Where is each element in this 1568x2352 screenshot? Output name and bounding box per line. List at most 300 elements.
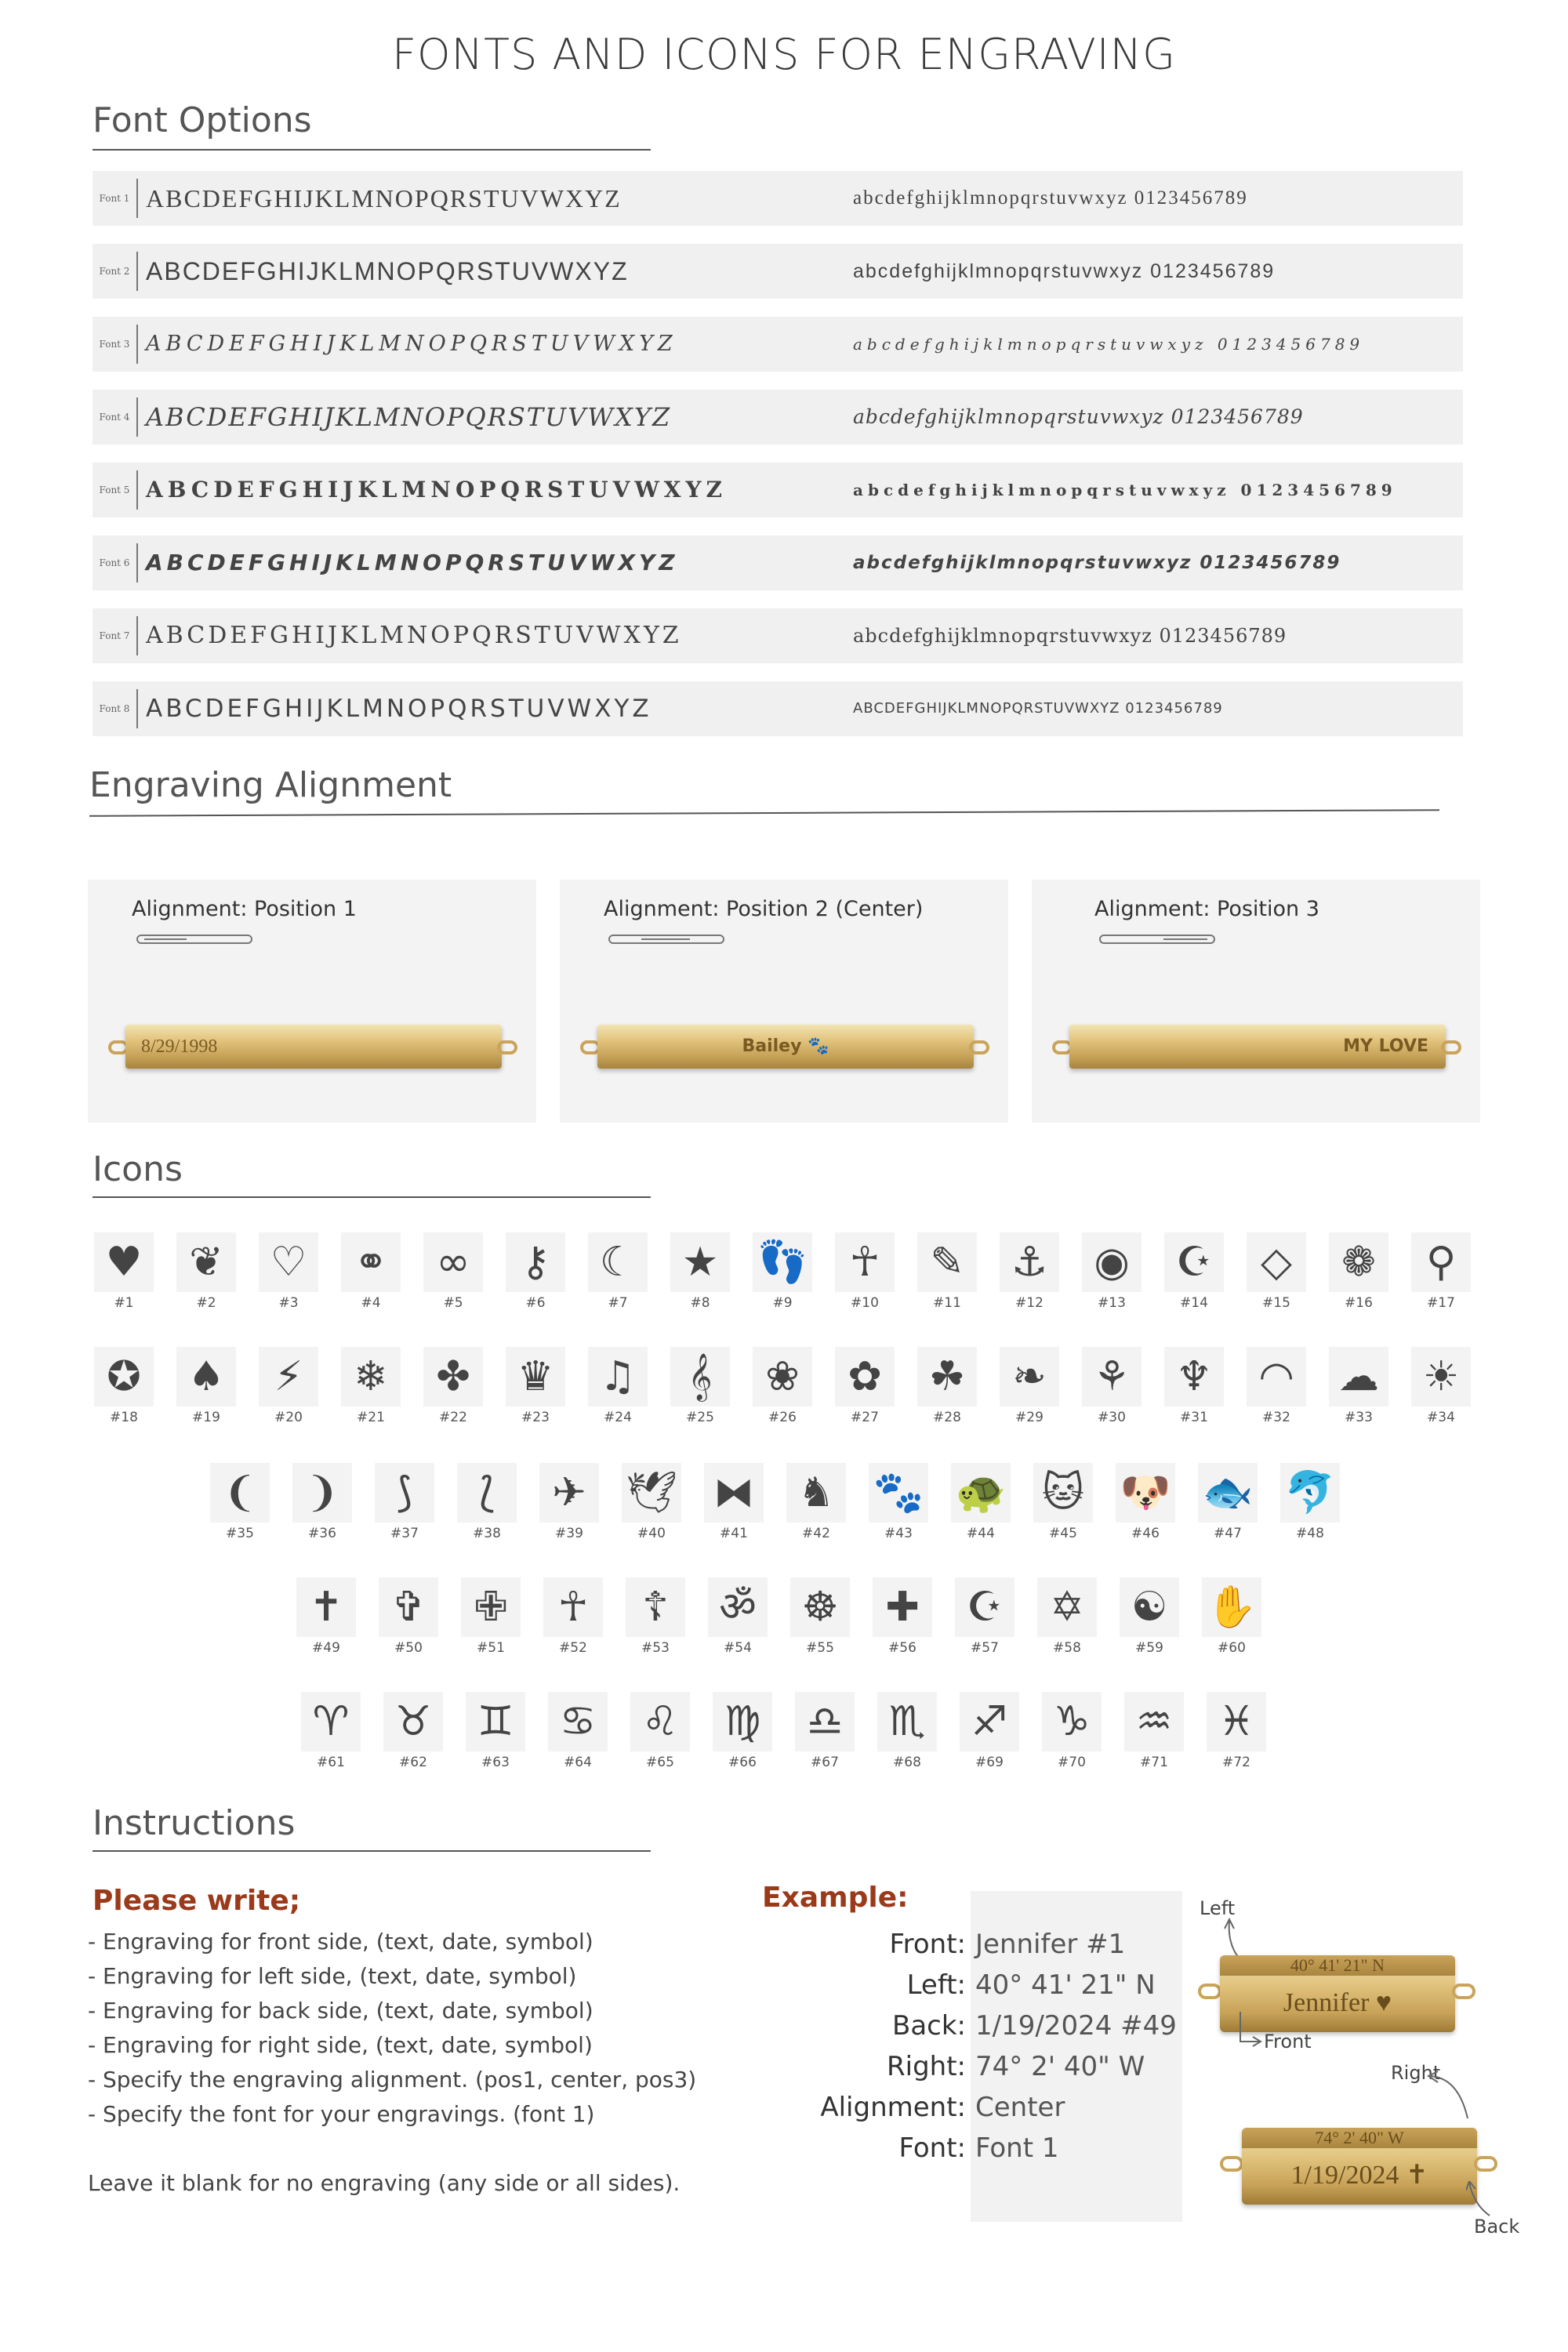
- engraving-icon[interactable]: [1164, 1232, 1224, 1311]
- font-row[interactable]: [93, 535, 1463, 590]
- icon-number: #16: [1345, 1295, 1373, 1311]
- icon-symbol: ❧: [1012, 1353, 1047, 1400]
- icon-symbol: ॐ: [719, 1584, 757, 1631]
- icon-symbol: ❩: [305, 1469, 339, 1516]
- icon-number: #18: [110, 1410, 138, 1425]
- engraving-icon[interactable]: [795, 1692, 855, 1770]
- icon-number: #47: [1214, 1526, 1242, 1541]
- engraving-icon[interactable]: [1329, 1347, 1388, 1425]
- icon-symbol: ⚡: [274, 1353, 303, 1400]
- engraving-icon[interactable]: [917, 1347, 977, 1425]
- icon-number: #37: [390, 1526, 419, 1541]
- icon-symbol: ♛: [517, 1353, 554, 1400]
- icon-symbol: ★: [681, 1239, 719, 1286]
- mini-bar-diagram: [608, 935, 724, 944]
- icon-number: #2: [196, 1295, 216, 1311]
- engraving-icon[interactable]: [1116, 1463, 1175, 1541]
- engraving-icon[interactable]: [960, 1692, 1019, 1770]
- font-separator: [136, 689, 138, 728]
- icon-symbol: 🕊: [625, 1469, 677, 1516]
- font-options-divider: [93, 149, 651, 151]
- icon-number: #45: [1049, 1526, 1077, 1541]
- alignment-divider: [89, 809, 1439, 817]
- icon-number: #5: [443, 1295, 463, 1311]
- icon-number: #19: [192, 1410, 220, 1425]
- engraving-icon[interactable]: [713, 1692, 772, 1770]
- engraving-icon[interactable]: [588, 1232, 648, 1311]
- font-uppercase-sample: ABCDEFGHIJKLMNOPQRSTUVWXYZ: [146, 184, 622, 212]
- font-lowercase-sample: abcdefghijklmnopqrstuvwxyz 0123456789: [853, 481, 1397, 499]
- icon-symbol: ⧓: [713, 1469, 754, 1516]
- icon-symbol: ⟅: [478, 1469, 495, 1516]
- icon-number: #9: [772, 1295, 793, 1311]
- engraving-icon[interactable]: [1280, 1463, 1340, 1541]
- engraving-sample: MY LOVE: [1343, 1036, 1428, 1056]
- font-separator: [136, 252, 138, 291]
- engraving-icon[interactable]: [461, 1577, 521, 1656]
- engraving-icon[interactable]: [630, 1692, 690, 1770]
- icon-symbol: ✞: [391, 1584, 426, 1631]
- icon-symbol: ♆: [1175, 1353, 1213, 1400]
- alignment-label: Alignment: Position 3: [1094, 897, 1319, 921]
- alignment-label: Alignment: Position 1: [132, 897, 357, 921]
- engraving-icon[interactable]: [543, 1577, 603, 1656]
- example-key: Alignment:: [820, 2092, 966, 2123]
- icon-symbol: ✤: [436, 1353, 470, 1400]
- instruction-line: - Engraving for left side, (text, date, symbol): [88, 1963, 577, 1989]
- icon-number: #49: [312, 1640, 340, 1656]
- engraving-icon[interactable]: [1202, 1577, 1261, 1656]
- engraving-icon[interactable]: [790, 1577, 850, 1656]
- bar-left-engraving: 40° 41' 21" N: [1290, 1955, 1385, 1975]
- bar-loop-right: [969, 1040, 989, 1054]
- icon-number: #33: [1345, 1410, 1373, 1425]
- icon-number: #46: [1131, 1526, 1160, 1541]
- icon-number: #22: [439, 1410, 467, 1425]
- engraving-icon[interactable]: [622, 1463, 681, 1541]
- engraving-icon[interactable]: [835, 1347, 895, 1425]
- engraving-icon[interactable]: [708, 1577, 768, 1656]
- engraving-icon[interactable]: [670, 1232, 730, 1311]
- icon-number: #15: [1262, 1295, 1290, 1311]
- engraved-bar: [125, 1025, 502, 1069]
- icon-symbol: ☥: [849, 1239, 880, 1286]
- engraving-sample: Bailey 🐾: [742, 1036, 829, 1056]
- engraving-icon[interactable]: [301, 1692, 361, 1770]
- engraving-icon[interactable]: [423, 1347, 483, 1425]
- icon-number: #40: [637, 1526, 666, 1541]
- example-heading: Example:: [762, 1882, 909, 1914]
- engraving-icon[interactable]: [1037, 1577, 1097, 1656]
- font-uppercase-sample: ABCDEFGHIJKLMNOPQRSTUVWXYZ: [146, 695, 652, 723]
- instructions-divider: [93, 1850, 651, 1852]
- bar-loop-left: [1220, 2156, 1243, 2172]
- engraving-icon[interactable]: [955, 1577, 1014, 1656]
- engraving-icon[interactable]: [873, 1577, 932, 1656]
- icon-number: #59: [1135, 1640, 1163, 1656]
- font-uppercase-sample: ABCDEFGHIJKLMNOPQRSTUVWXYZ: [146, 332, 677, 356]
- icon-number: #71: [1140, 1755, 1168, 1770]
- icon-symbol: ∞: [436, 1239, 470, 1286]
- font-separator: [136, 543, 138, 583]
- icon-number: #31: [1180, 1410, 1208, 1425]
- icon-symbol: ✋: [1206, 1584, 1258, 1631]
- font-row[interactable]: [93, 681, 1463, 736]
- icon-symbol: ⚭: [354, 1239, 388, 1286]
- icon-number: #11: [933, 1295, 961, 1311]
- back-arrow-icon: [1466, 2181, 1497, 2220]
- icon-symbol: ⚓: [1011, 1239, 1048, 1286]
- bar-loop-right: [1452, 1984, 1475, 1999]
- icon-symbol: ♓: [1218, 1698, 1255, 1745]
- instruction-line: - Specify the engraving alignment. (pos1, center, pos3): [88, 2067, 697, 2092]
- mini-bar-diagram: [136, 935, 252, 944]
- alignment-card-position-3[interactable]: [1032, 880, 1480, 1123]
- icon-symbol: ☪: [966, 1584, 1004, 1631]
- icon-number: #68: [893, 1755, 921, 1770]
- engraving-icon[interactable]: [210, 1463, 270, 1541]
- engraving-icon[interactable]: [94, 1347, 154, 1425]
- icon-symbol: ♍: [724, 1698, 761, 1745]
- page-title: FONTS AND ICONS FOR ENGRAVING: [392, 30, 1176, 79]
- font-label: Font 5: [99, 485, 130, 495]
- icon-symbol: ✚: [885, 1584, 920, 1631]
- icon-symbol: 🐱: [1041, 1469, 1085, 1516]
- icon-number: #10: [851, 1295, 879, 1311]
- engraving-icon[interactable]: [951, 1463, 1011, 1541]
- bar-right-engraving: 74° 2' 40" W: [1315, 2128, 1404, 2147]
- icon-number: #61: [317, 1755, 345, 1770]
- font-label: Font 6: [99, 557, 130, 568]
- font-row[interactable]: [93, 390, 1463, 445]
- icon-number: #28: [933, 1410, 961, 1425]
- icon-symbol: ✈: [552, 1469, 586, 1516]
- engraving-icon[interactable]: [1164, 1347, 1224, 1425]
- icon-symbol: ☀: [1422, 1353, 1460, 1400]
- icon-symbol: ♑: [1053, 1698, 1091, 1745]
- icon-number: #51: [477, 1640, 505, 1656]
- icon-symbol: ♈: [312, 1698, 350, 1745]
- icon-symbol: ❀: [765, 1353, 800, 1400]
- engraving-icon[interactable]: [1124, 1692, 1184, 1770]
- engraving-icon[interactable]: [786, 1463, 846, 1541]
- alignment-label: Alignment: Position 2 (Center): [604, 897, 924, 921]
- example-key: Font:: [898, 2132, 966, 2164]
- icon-symbol: ♌: [641, 1698, 679, 1745]
- alignment-card-position-1[interactable]: [88, 880, 536, 1123]
- engraving-icon[interactable]: [423, 1232, 483, 1311]
- icon-symbol: 𝄞: [688, 1353, 713, 1400]
- icon-symbol: ♐: [971, 1698, 1008, 1745]
- example-value: Font 1: [975, 2132, 1059, 2164]
- engraving-icon[interactable]: [94, 1232, 154, 1311]
- icon-number: #39: [555, 1526, 583, 1541]
- icon-number: #24: [604, 1410, 632, 1425]
- front-side-label: Front: [1264, 2031, 1312, 2053]
- font-uppercase-sample: ABCDEFGHIJKLMNOPQRSTUVWXYZ: [146, 477, 727, 503]
- icon-symbol: ✪: [107, 1353, 141, 1400]
- font-uppercase-sample: ABCDEFGHIJKLMNOPQRSTUVWXYZ: [146, 622, 682, 649]
- font-row[interactable]: [93, 317, 1463, 372]
- icon-symbol: ♒: [1135, 1698, 1173, 1745]
- bar-loop-left: [1198, 1984, 1221, 1999]
- back-side-label: Back: [1474, 2216, 1520, 2238]
- engraved-bar: [597, 1025, 974, 1069]
- icon-symbol: 🐶: [1120, 1469, 1171, 1516]
- engraving-icon[interactable]: [506, 1347, 565, 1425]
- please-write-heading: Please write;: [93, 1885, 301, 1917]
- icon-number: #65: [646, 1755, 674, 1770]
- icon-symbol: ✡: [1050, 1584, 1084, 1631]
- icon-symbol: ✙: [474, 1584, 508, 1631]
- icon-number: #36: [308, 1526, 336, 1541]
- instruction-line: - Engraving for right side, (text, date, symbol): [88, 2032, 593, 2058]
- font-separator: [136, 470, 138, 510]
- engraving-icon[interactable]: [1000, 1232, 1059, 1311]
- icon-number: #44: [967, 1526, 995, 1541]
- engraving-icon[interactable]: [466, 1692, 525, 1770]
- bar-loop-right: [497, 1040, 517, 1054]
- icon-number: #17: [1427, 1295, 1455, 1311]
- engraving-icon[interactable]: [539, 1463, 599, 1541]
- engraving-icon[interactable]: [1411, 1347, 1471, 1425]
- icon-number: #69: [975, 1755, 1004, 1770]
- font-row[interactable]: [93, 244, 1463, 299]
- font-lowercase-sample: abcdefghijklmnopqrstuvwxyz 0123456789: [853, 335, 1365, 354]
- font-row[interactable]: [93, 608, 1463, 663]
- instruction-line: - Specify the font for your engravings. (font 1): [88, 2101, 595, 2127]
- font-uppercase-sample: ABCDEFGHIJKLMNOPQRSTUVWXYZ: [146, 257, 629, 285]
- icon-number: #67: [811, 1755, 839, 1770]
- font-label: Font 8: [99, 703, 130, 714]
- font-row[interactable]: [93, 171, 1463, 226]
- icon-symbol: ◠: [1258, 1353, 1294, 1400]
- engraving-icon[interactable]: [341, 1347, 401, 1425]
- engraving-icon[interactable]: [1120, 1577, 1179, 1656]
- icon-symbol: ♫: [599, 1353, 637, 1400]
- engraving-icon[interactable]: [506, 1232, 565, 1311]
- bar-loop-right: [1474, 2156, 1497, 2172]
- icon-symbol: ☁: [1338, 1353, 1379, 1400]
- icon-symbol: ♉: [394, 1698, 432, 1745]
- engraving-icon[interactable]: [1042, 1692, 1102, 1770]
- engraving-sample: 8/29/1998: [141, 1036, 218, 1057]
- engraving-icon[interactable]: [1033, 1463, 1093, 1541]
- icon-symbol: 🐢: [955, 1469, 1007, 1516]
- example-bar-back: [1242, 2128, 1477, 2205]
- engraving-icon[interactable]: [1198, 1463, 1258, 1541]
- icon-number: #63: [481, 1755, 510, 1770]
- icon-number: #48: [1296, 1526, 1324, 1541]
- instruction-line: - Engraving for back side, (text, date, symbol): [88, 1998, 593, 2024]
- icon-number: #4: [361, 1295, 381, 1311]
- engraving-icon[interactable]: [259, 1347, 318, 1425]
- engraving-icon[interactable]: [383, 1692, 443, 1770]
- bar-loop-right: [1441, 1040, 1461, 1054]
- font-uppercase-sample: ABCDEFGHIJKLMNOPQRSTUVWXYZ: [146, 402, 672, 432]
- engraving-icon[interactable]: [626, 1577, 685, 1656]
- icon-symbol: ☪: [1175, 1239, 1213, 1286]
- icon-number: #1: [114, 1295, 134, 1311]
- icon-symbol: 🐾: [873, 1469, 924, 1516]
- icon-symbol: ⚲: [1425, 1239, 1457, 1286]
- engraved-bar: [1069, 1025, 1446, 1069]
- icon-symbol: ❄: [354, 1353, 388, 1400]
- engraving-icon[interactable]: [917, 1232, 977, 1311]
- icon-number: #43: [884, 1526, 913, 1541]
- engraving-icon[interactable]: [341, 1232, 401, 1311]
- icon-number: #21: [357, 1410, 385, 1425]
- engraving-icon[interactable]: [1411, 1232, 1471, 1311]
- engraving-icon[interactable]: [1329, 1232, 1388, 1311]
- icon-number: #34: [1427, 1410, 1455, 1425]
- icon-symbol: ☥: [557, 1584, 589, 1631]
- icon-number: #32: [1262, 1410, 1290, 1425]
- icon-symbol: ☦: [642, 1584, 669, 1631]
- icon-number: #27: [851, 1410, 879, 1425]
- font-lowercase-sample: abcdefghijklmnopqrstuvwxyz 0123456789: [853, 553, 1341, 573]
- front-arrow-icon: [1236, 2012, 1267, 2059]
- icon-number: #29: [1015, 1410, 1044, 1425]
- font-row[interactable]: [93, 463, 1463, 517]
- icon-symbol: ♎: [806, 1698, 844, 1745]
- engraving-icon[interactable]: [588, 1347, 648, 1425]
- engraving-icon[interactable]: [1082, 1232, 1142, 1311]
- icon-symbol: ♊: [477, 1698, 514, 1745]
- font-separator: [136, 616, 138, 655]
- font-lowercase-sample: abcdefghijklmnopqrstuvwxyz 0123456789: [853, 405, 1304, 428]
- engraving-icon[interactable]: [670, 1347, 730, 1425]
- icon-number: #8: [690, 1295, 710, 1311]
- example-value: Center: [975, 2092, 1065, 2123]
- font-separator: [136, 397, 138, 437]
- icon-number: #26: [768, 1410, 797, 1425]
- icon-symbol: ☾: [599, 1239, 637, 1286]
- engraving-icon[interactable]: [296, 1577, 356, 1656]
- icon-symbol: ♏: [888, 1698, 926, 1745]
- right-arrow-icon: [1427, 2070, 1482, 2125]
- font-label: Font 1: [99, 193, 130, 204]
- icon-number: #60: [1218, 1640, 1246, 1656]
- instructions-heading: Instructions: [93, 1803, 296, 1843]
- icon-number: #7: [608, 1295, 628, 1311]
- example-key: Front:: [889, 1929, 966, 1960]
- icon-symbol: ♋: [559, 1698, 597, 1745]
- example-key: Right:: [887, 2051, 966, 2082]
- engraving-icon[interactable]: [1207, 1692, 1266, 1770]
- engraving-icon[interactable]: [1247, 1232, 1306, 1311]
- icon-number: #38: [473, 1526, 501, 1541]
- icon-number: #53: [641, 1640, 670, 1656]
- example-key: Back:: [892, 2010, 966, 2042]
- icon-number: #64: [564, 1755, 592, 1770]
- engraving-icon[interactable]: [753, 1347, 812, 1425]
- icon-number: #13: [1098, 1295, 1126, 1311]
- icon-symbol: ✎: [930, 1239, 964, 1286]
- icon-number: #3: [278, 1295, 299, 1311]
- icon-number: #35: [226, 1526, 254, 1541]
- icon-number: #54: [724, 1640, 752, 1656]
- icon-symbol: ♠: [187, 1353, 225, 1400]
- icon-number: #62: [399, 1755, 427, 1770]
- icon-symbol: ☘: [928, 1353, 966, 1400]
- alignment-card-position-2[interactable]: [560, 880, 1008, 1123]
- example-value: 1/19/2024 #49: [975, 2010, 1177, 2042]
- engraving-icon[interactable]: [835, 1232, 895, 1311]
- right-side-label: Right: [1391, 2062, 1441, 2084]
- engraving-icon[interactable]: [375, 1463, 434, 1541]
- icon-number: #25: [686, 1410, 714, 1425]
- icon-symbol: ✿: [848, 1353, 882, 1400]
- icon-symbol: ❨: [223, 1469, 257, 1516]
- icon-number: #66: [728, 1755, 757, 1770]
- icon-number: #72: [1222, 1755, 1250, 1770]
- icon-symbol: ♥: [105, 1239, 143, 1286]
- icon-symbol: ❦: [189, 1239, 223, 1286]
- engraving-icon[interactable]: [753, 1232, 812, 1311]
- font-separator: [136, 325, 138, 364]
- icon-number: #20: [274, 1410, 303, 1425]
- font-lowercase-sample: abcdefghijklmnopqrstuvwxyz 0123456789: [853, 187, 1248, 209]
- icon-symbol: ⚷: [520, 1239, 551, 1286]
- engraving-icon[interactable]: [379, 1577, 438, 1656]
- font-uppercase-sample: ABCDEFGHIJKLMNOPQRSTUVWXYZ: [146, 550, 679, 575]
- font-label: Font 7: [99, 630, 130, 641]
- icon-number: #52: [559, 1640, 587, 1656]
- engraving-icon[interactable]: [869, 1463, 928, 1541]
- icon-symbol: ♞: [797, 1469, 835, 1516]
- bar-front-engraving: Jennifer ♥: [1283, 1988, 1392, 2017]
- engraving-icon[interactable]: [1082, 1347, 1142, 1425]
- example-key: Left:: [906, 1969, 966, 2001]
- icon-symbol: ✝: [309, 1584, 343, 1631]
- font-lowercase-sample: abcdefghijklmnopqrstuvwxyz 0123456789: [853, 625, 1287, 647]
- icon-symbol: ◉: [1094, 1239, 1130, 1286]
- icon-number: #57: [971, 1640, 999, 1656]
- font-label: Font 2: [99, 266, 130, 277]
- icon-symbol: ☯: [1131, 1584, 1168, 1631]
- font-separator: [136, 179, 138, 218]
- icon-number: #55: [806, 1640, 834, 1656]
- engraving-icon[interactable]: [457, 1463, 517, 1541]
- icon-symbol: ♡: [270, 1239, 307, 1286]
- engraving-icon[interactable]: [1000, 1347, 1059, 1425]
- engraving-icon[interactable]: [259, 1232, 318, 1311]
- icon-number: #30: [1098, 1410, 1126, 1425]
- icon-symbol: ❁: [1341, 1239, 1376, 1286]
- example-value: Jennifer #1: [975, 1929, 1126, 1960]
- icon-symbol: 🐬: [1284, 1469, 1336, 1516]
- engraving-icon[interactable]: [548, 1692, 608, 1770]
- icon-number: #56: [888, 1640, 916, 1656]
- icon-number: #23: [521, 1410, 550, 1425]
- engraving-icon[interactable]: [176, 1347, 236, 1425]
- icon-number: #6: [525, 1295, 546, 1311]
- engraving-icon[interactable]: [877, 1692, 937, 1770]
- example-value: 74° 2' 40" W: [975, 2051, 1145, 2082]
- icon-number: #41: [720, 1526, 748, 1541]
- engraving-icon[interactable]: [292, 1463, 352, 1541]
- icon-symbol: 👣: [757, 1239, 808, 1286]
- engraving-icon[interactable]: [704, 1463, 764, 1541]
- font-label: Font 3: [99, 339, 130, 350]
- engraving-icon[interactable]: [1247, 1347, 1306, 1425]
- icon-symbol: ⚘: [1093, 1353, 1131, 1400]
- icons-divider: [93, 1196, 651, 1198]
- icon-symbol: 🐟: [1202, 1469, 1254, 1516]
- icon-number: #42: [802, 1526, 830, 1541]
- engraving-icon[interactable]: [176, 1232, 236, 1311]
